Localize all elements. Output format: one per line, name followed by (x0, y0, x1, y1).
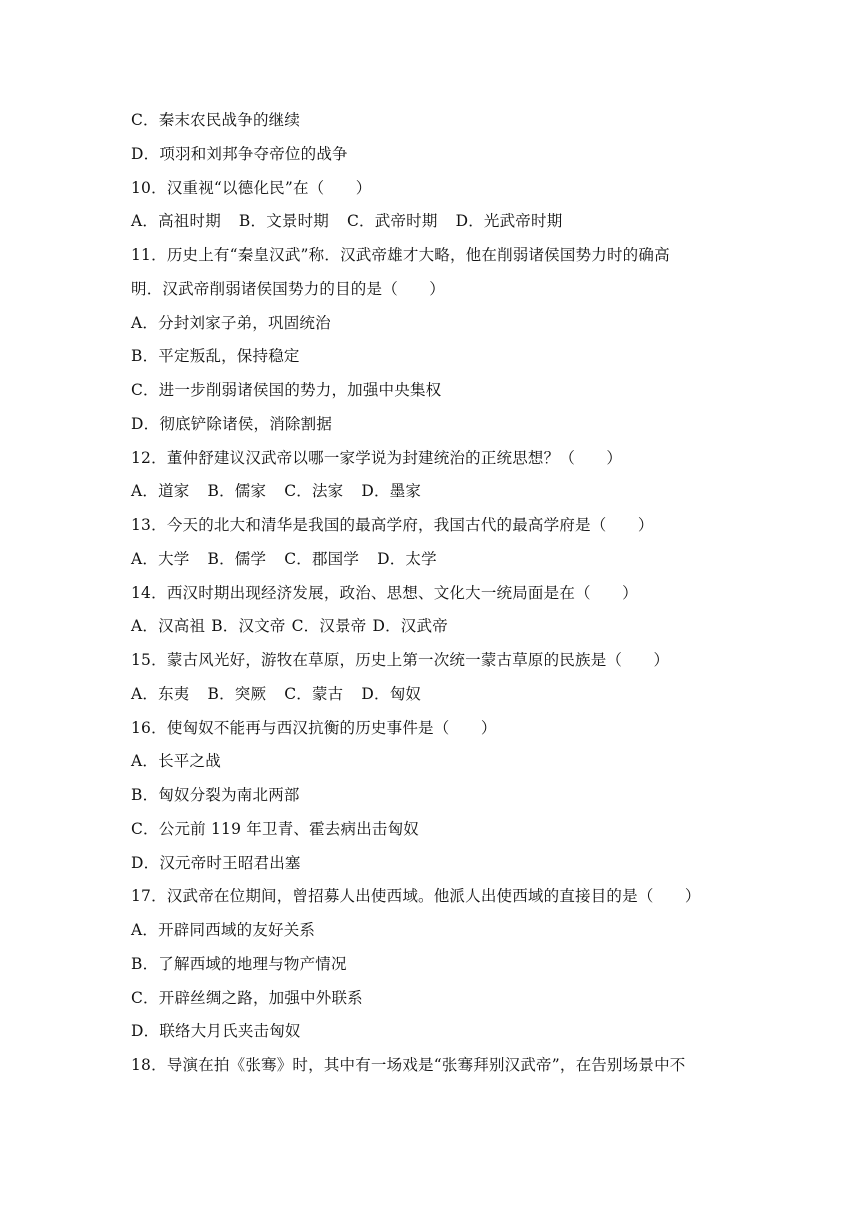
option-item: D．太学 (377, 549, 437, 568)
option-item: D．汉武帝 (372, 617, 448, 636)
question-text: 13．今天的北大和清华是我国的最高学府，我国古代的最高学府是（ ） (131, 516, 654, 534)
question-text: 17．汉武帝在位期间，曾招募人出使西域。他派人出使西域的直接目的是（ ） (131, 887, 701, 906)
option-item: B．儒学 (207, 549, 267, 568)
question-list (131, 104, 731, 1083)
option-line: D．彻底铲除诸侯，消除割据 (131, 414, 333, 433)
question-text: 18．导演在拍《张骞》时，其中有一场戏是“张骞拜别汉武帝”，在告别场景中不 (131, 1056, 686, 1074)
option-line: C．开辟丝绸之路，加强中外联系 (131, 988, 363, 1007)
question-text: 明．汉武帝削弱诸侯国势力的目的是（ ） (131, 279, 446, 298)
options-row (131, 543, 731, 577)
option-item: D．光武帝时期 (455, 212, 563, 231)
option-item: B．文景时期 (238, 212, 329, 231)
option-item: A．道家 (131, 482, 190, 501)
option-item: C．郡国学 (284, 549, 360, 568)
options-row (131, 475, 731, 509)
option-line: C．公元前 119 年卫青、霍去病出击匈奴 (131, 819, 419, 838)
option-line: D．汉元帝时王昭君出塞 (131, 853, 301, 872)
question-text: 15．蒙古风光好，游牧在草原，历史上第一次统一蒙古草原的民族是（ ） (131, 651, 670, 669)
question-text: 10．汉重视“以德化民”在（ ） (131, 178, 372, 197)
options-row (131, 610, 731, 644)
option-line: C．秦末农民战争的继续 (131, 111, 301, 129)
option-line: A．长平之战 (131, 752, 221, 771)
option-item: C．蒙古 (284, 684, 344, 703)
option-item: B．儒家 (207, 482, 267, 501)
option-item: B．汉文帝 (211, 617, 286, 636)
option-item: C．武帝时期 (347, 212, 438, 231)
option-item: D．墨家 (361, 482, 422, 501)
option-item: C．法家 (284, 482, 344, 501)
option-line: D．联络大月氏夹击匈奴 (131, 1022, 301, 1041)
option-line: A．开辟同西域的友好关系 (131, 921, 316, 939)
option-item: A．高祖时期 (131, 212, 221, 231)
option-line: D．项羽和刘邦争夺帝位的战争 (131, 144, 348, 163)
question-text: 12．董仲舒建议汉武帝以哪一家学说为封建统治的正统思想？（ ） (131, 448, 623, 467)
options-row (131, 205, 731, 239)
option-item: A．东夷 (131, 684, 190, 703)
option-line: B．匈奴分裂为南北两部 (131, 786, 300, 804)
question-text: 11．历史上有“秦皇汉武”称．汉武帝雄才大略，他在削弱诸侯国势力时的确高 (131, 246, 670, 264)
document-page (131, 104, 731, 1083)
question-text: 14．西汉时期出现经济发展，政治、思想、文化大一统局面是在（ ） (131, 583, 638, 602)
option-item: A．汉高祖 (131, 617, 206, 636)
option-line: C．进一步削弱诸侯国的势力，加强中央集权 (131, 381, 442, 399)
option-item: C．汉景帝 (291, 617, 367, 636)
option-line: B．平定叛乱，保持稳定 (131, 347, 300, 366)
option-item: B．突厥 (207, 684, 267, 703)
option-item: A．大学 (131, 549, 190, 568)
option-line: A．分封刘家子弟，巩固统治 (131, 313, 331, 332)
options-row (131, 678, 731, 712)
option-item: D．匈奴 (361, 684, 422, 703)
question-text: 16．使匈奴不能再与西汉抗衡的历史事件是（ ） (131, 718, 497, 737)
option-line: B．了解西域的地理与物产情况 (131, 954, 347, 973)
